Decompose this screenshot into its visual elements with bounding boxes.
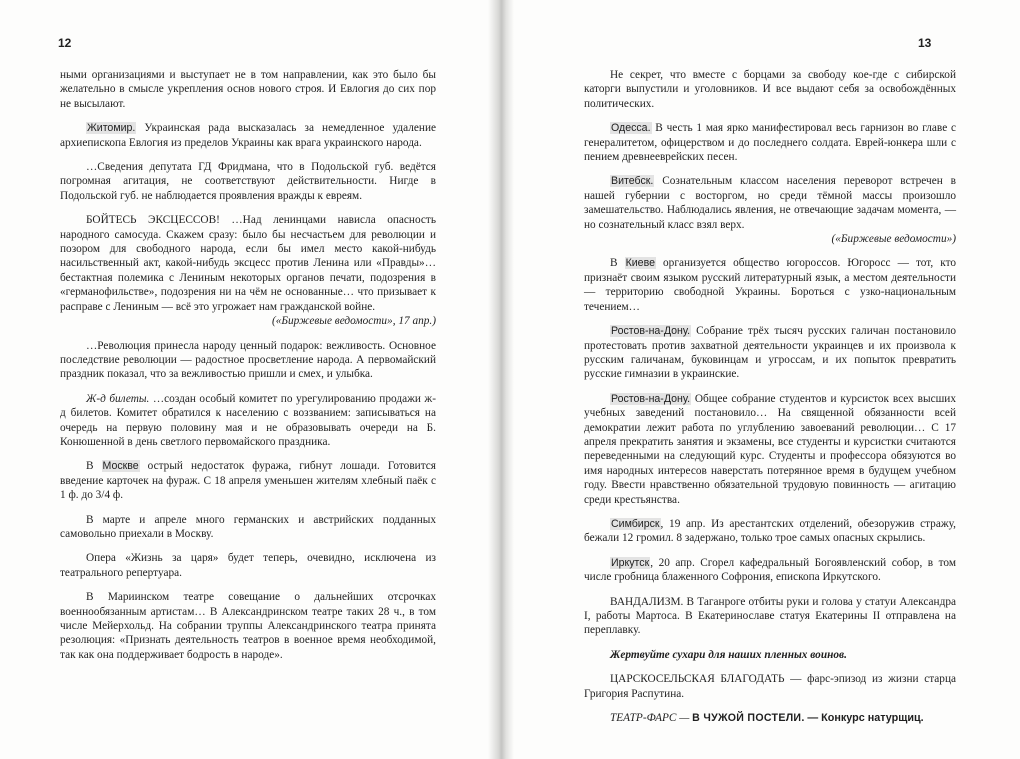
advert-title: В ЧУЖОЙ ПОСТЕЛИ — [692, 712, 802, 725]
paragraph-text: Общее собрание студентов и курсисток всех высших учебных заведений постановило… На священной обязанности всей демократии лежит работа по углублению завоеваний революции… С 17 апреля прекратить занятия и экзамены, все студенты и курсистки считаются переведенными на следующий курс. Студенты и профессора обязуются во имя народных интересов наверстать потерянное время в будущем учебном году. Ввести нравственно обязательной трудовую повинность — агитацию среди крестьянства. — [584, 392, 956, 506]
paragraph-text: В — [86, 460, 102, 473]
paragraph-text: Сознательным классом населения переворот встречен в нашей губернии с восторгом, но среди тёмной массы произошло замешательство. Наблюдались явления, не отвечающие задачам момента, — но сознательный класс взял верх. — [584, 175, 956, 231]
left-column — [60, 68, 436, 662]
paragraph: …Революция принесла народу ценный подарок: вежливость. Основное последствие революции — радостное просветление народа. А первомайский праздник показал, что за вежливостью пришли и смех, и улыбка. — [60, 339, 436, 381]
paragraph: ными организациями и выступает не в том направлении, как это было бы желательно в смысле укрепления основ нового строя. И Евлогия до сих пор не высылают. — [60, 69, 436, 110]
paragraph: ЦАРСКОСЕЛЬСКАЯ БЛАГОДАТЬ — фарс-эпизод из жизни старца Григория Распутина. — [584, 673, 956, 700]
advert-tail: . — Конкурс натурщиц. — [801, 712, 924, 725]
location-label: Житомир. — [87, 122, 136, 135]
theatre-advert — [584, 711, 956, 725]
paragraph-text: Собрание трёх тысяч русских галичан постановило протестовать против захватной деятельности украинцев и их произвола к русским галичанам, буковинцам и угроссам, и их попыток превратить русские гимназии в украинские. — [584, 325, 956, 381]
paragraph: В марте и апреле много германских и австрийских подданных самовольно приехали в Москву. — [60, 513, 436, 540]
paragraph — [60, 392, 436, 450]
paragraph — [584, 256, 956, 314]
paragraph-text: , 20 апр. Сгорел кафедральный Богоявленский собор, в том числе гробница блаженного Софрония, епископа Иркутского. — [584, 556, 956, 584]
advert-lead: ТЕАТР-ФАРС — — [610, 712, 693, 725]
paragraph — [584, 174, 956, 232]
paragraph-text: В честь 1 мая ярко манифестировал весь гарнизон во главе с генералитетом, офицерством и до последнего солдата. Еврей-юнкера шли с пением древнееврейских песен. — [584, 122, 956, 164]
paragraph-text: острый недостаток фуража, гибнут лошади. Готовится введение карточек на фураж. С 18 апреля уменьшен жителям хлебный паёк с 1 ф. до 3/4 ф. — [60, 460, 436, 502]
location-label: Киеве — [625, 257, 655, 270]
location-label: Иркутск — [611, 556, 650, 569]
paragraph — [584, 556, 956, 585]
lead-in: Ж-д билеты. — [86, 392, 150, 405]
paragraph — [60, 121, 436, 150]
paragraph: Не секрет, что вместе с борцами за свободу кое-где с сибирской каторги выпустили и уголовников. И все выдают себя за освобождённых политических. — [584, 69, 956, 110]
location-label: Симбирск — [611, 517, 660, 530]
paragraph-text: , 19 апр. Из арестантских отделений, обезоружив стражу, бежали 12 громил. 8 задержано, только трое самых опасных скрылись. — [584, 517, 956, 545]
paragraph-text: Украинская рада высказалась за немедленное удаление архиепископа Евлогия из пределов Украины как врага украинского народа. — [60, 122, 436, 149]
source-citation: («Биржевые ведомости») — [831, 233, 956, 246]
paragraph: БОЙТЕСЬ ЭКСЦЕССОВ! …Над ленинцами нависла опасность народного самосуда. Скажем сразу: было бы несчастьем для революции и позором для свободного народа, если бы имел место какой-нибудь насильственный акт, какой-нибудь эксцесс против Ленина или «Правды»… бестактная полемика с Лениным некоторых органов печати, подозрения в «германофильстве», подозрения ни на чём не основанные… что призывает к расправе с Лениным — всё это угрожает нам гражданской войне. — [60, 214, 436, 313]
paragraph: В Мариинском театре совещание о дальнейших отсрочках военнообязанным артистам… В Александринском театре таких 28 ч., в том числе Мейерхольд. На собрании труппы Александринского театра принята резолюция: «Признать деятельность театров в военное время необходимой, так как она поддерживает бодрость в народе». — [60, 591, 436, 661]
paragraph: …Сведения депутата ГД Фридмана, что в Подольской губ. ведётся погромная агитация, не соответствуют действительности. Нигде в Подольской губ. не наблюдается проявления вражды к евреям. — [60, 161, 436, 202]
paragraph-text: В — [610, 257, 625, 270]
book-gutter — [488, 0, 514, 759]
location-label: Одесса. — [611, 122, 651, 135]
paragraph-text: организуется общество югороссов. Югоросс — тот, кто признаёт своим языком русский литературный язык, а местом деятельности — территорию свободной Украины. Бороться с узко-национальным течением… — [584, 257, 957, 313]
appeal-line: Жертвуйте сухари для наших пленных воинов. — [610, 648, 847, 661]
paragraph: ВАНДАЛИЗМ. В Таганроге отбиты руки и голова у статуи Александра I, работы Мартоса. В Екатеринославе статуя Екатерины II отправлена на переплавку. — [584, 595, 956, 637]
source-citation: («Биржевые ведомости», 17 апр.) — [271, 315, 436, 328]
location-label: Витебск. — [611, 175, 654, 188]
left-page-number: 12 — [58, 36, 72, 50]
location-label: Ростов-на-Дону. — [611, 392, 691, 405]
location-label: Москве — [102, 460, 139, 473]
paragraph-text: …создан особый комитет по урегулированию продажи ж-д билетов. Комитет обратился к населению с воззванием: записываться на очередь на первую половину мая и не образовывать очереди на Б. Конюшенной в день светлого первомайского праздника. — [60, 392, 437, 448]
paragraph — [60, 459, 436, 502]
right-column — [584, 68, 956, 725]
paragraph — [584, 517, 956, 546]
paragraph: Опера «Жизнь за царя» будет теперь, очевидно, исключена из театрального репертуара. — [60, 552, 436, 579]
right-page-number: 13 — [918, 36, 932, 50]
location-label: Ростов-на-Дону. — [611, 325, 691, 338]
paragraph — [584, 121, 956, 164]
paragraph — [584, 392, 956, 507]
paragraph — [584, 324, 956, 382]
